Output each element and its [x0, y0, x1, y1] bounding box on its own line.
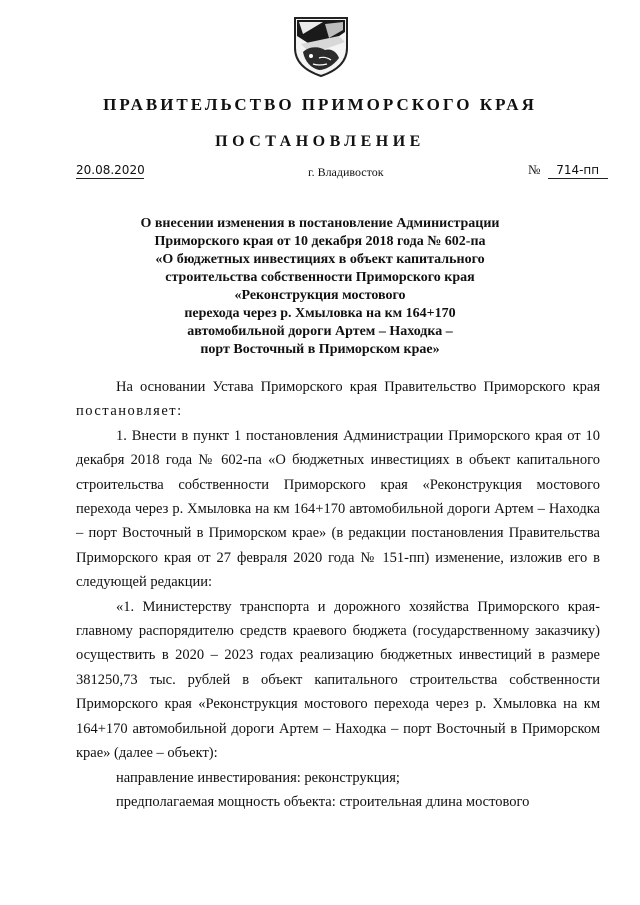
subject-line: автомобильной дороги Артем – Находка – [187, 324, 453, 339]
document-date: 20.08.2020 [76, 163, 145, 177]
paragraph-3: направление инвестирования: реконструкция; [116, 769, 400, 786]
document-number: 714-пп [548, 163, 608, 179]
subject-line: «Реконструкция мостового [234, 288, 406, 303]
subject-line: перехода через р. Хмыловка на км 164+170 [184, 306, 456, 321]
paragraph-4: предполагаемая мощность объекта: строительная длина мостового [116, 793, 530, 810]
paragraph-2: «1. Министерству транспорта и дорожного хозяйства Приморского края-главному распорядителю средств краевого бюджета (государственному заказчику) осуществить в 2020 – 2023 годах реализацию бюджетных инвестиций в размере 381250,73 тыс. рублей в объект капитального строительства собственности Приморского края «Реконструкция мостового перехода через р. Хмыловка на км 164+170 автомобильной дороги Артем – Находка – порт Восточный в Приморском крае» (далее – объект): [76, 598, 600, 762]
document-body [76, 375, 600, 814]
paragraph-1: 1. Внести в пункт 1 постановления Администрации Приморского края от 10 декабря 2018 года № 602-па «О бюджетных инвестициях в объект капитального строительства собственности Приморского края «Реконструкция мостового перехода через р. Хмыловка на км 164+170 автомобильной дороги Артем – Находка – порт Восточный в Приморском крае» (в редакции постановления Правительства Приморского края от 27 февраля 2020 года № 151-пп) изменение, изложив его в следующей редакции: [76, 427, 600, 591]
subject-line: строительства собственности Приморского края [165, 270, 475, 285]
subject-line: «О бюджетных инвестициях в объект капитального [155, 252, 485, 267]
government-title: ПРАВИТЕЛЬСТВО ПРИМОРСКОГО КРАЯ [103, 95, 537, 114]
subject-line: Приморского края от 10 декабря 2018 года № 602-па [154, 234, 486, 249]
document-subject [120, 215, 520, 359]
intro-decree-word: постановляет: [76, 403, 183, 420]
subject-line: О внесении изменения в постановление Администрации [140, 216, 500, 231]
number-sign: № [528, 162, 541, 177]
document-city: г. Владивосток [308, 165, 384, 179]
document-number-block [528, 162, 608, 179]
document-type: ПОСТАНОВЛЕНИЕ [215, 133, 425, 150]
coat-of-arms-emblem [289, 14, 353, 78]
intro-paragraph [76, 375, 600, 424]
intro-text: На основании Устава Приморского края Правительство Приморского края [116, 379, 600, 395]
subject-line: порт Восточный в Приморском крае» [200, 342, 440, 357]
